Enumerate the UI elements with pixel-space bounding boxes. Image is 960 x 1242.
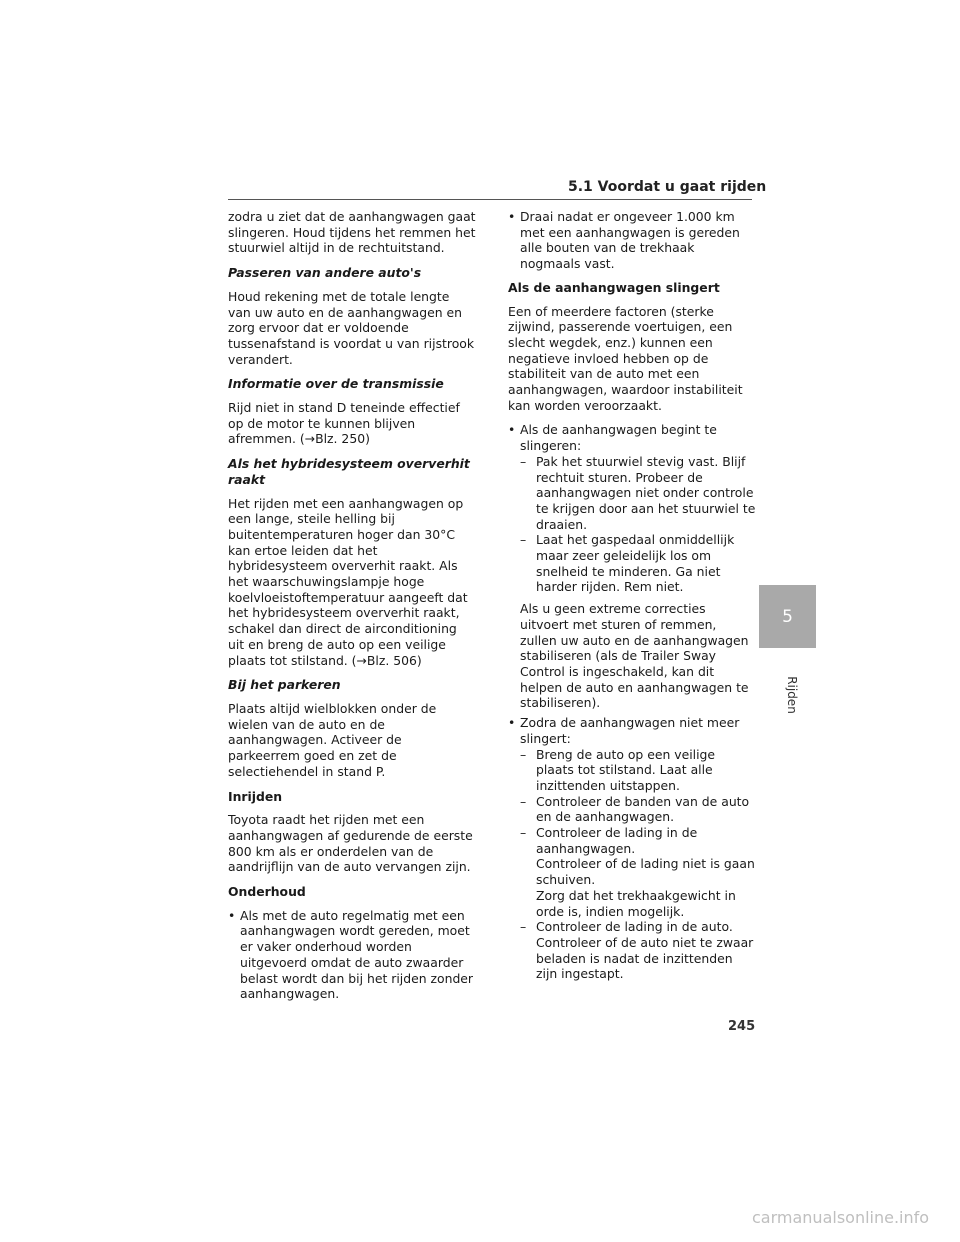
watermark: carmanualsonline.info	[752, 1208, 930, 1227]
intro-paragraph: zodra u ziet dat de aanhangwagen gaat slingeren. Houd tijdens het remmen het stuurwiel altijd in de rechtuitstand.	[228, 209, 476, 256]
draai-list	[508, 209, 756, 272]
paragraph-inrijden: Toyota raadt het rijden met een aanhangwagen af gedurende de eerste 800 km als er onderdelen van de aandrijflijn van de auto vervangen zijn.	[228, 812, 473, 875]
bullet-begint-slingeren	[508, 422, 756, 711]
bullet-onderhoud: • Als met de auto regelmatig met een aanhangwagen wordt gereden, moet er vaker onderhoud worden uitgevoerd omdat de auto zwaarder belast wordt dan bij het rijden zonder aanhangwagen.	[228, 908, 476, 1002]
dash-lading-aanhangwagen	[508, 825, 756, 919]
chapter-tab	[759, 585, 816, 648]
header-divider	[228, 199, 752, 200]
lading-aanhangwagen-line-3: Zorg dat het trekhaakgewicht in orde is, indien mogelijk.	[536, 887, 736, 919]
onderhoud-list	[228, 908, 476, 1002]
right-column	[508, 209, 756, 990]
paragraph-slingert: Een of meerdere factoren (sterke zijwind, passerende voertuigen, een slecht wegdek, enz.) kunnen een negatieve invloed hebben op de stabiliteit van de auto met een aanhangwagen, waardoor instabiliteit kan worden veroorzaakt.	[508, 303, 743, 413]
dash-banden: – Controleer de banden van de auto en de aanhangwagen.	[508, 794, 756, 825]
bullet-niet-meer-slingert-text: Zodra de aanhangwagen niet meer slingert:	[520, 715, 740, 746]
subheading-parkeren: Bij het parkeren	[228, 677, 341, 693]
chapter-label: Rijden	[784, 676, 799, 714]
bullet-begint-slingeren-text: Als de aanhangwagen begint te slingeren:	[520, 422, 717, 454]
lading-auto-line-1: – Controleer de lading in de auto.	[536, 919, 733, 935]
subheading-passeren: Passeren van andere auto's	[228, 265, 422, 281]
subheading-hybride: Als het hybridesysteem oververhit raakt	[228, 456, 470, 487]
left-column	[228, 209, 476, 1010]
lading-auto-line-2: Controleer of de auto niet te zwaar beladen is nadat de inzittenden zijn ingestapt.	[536, 934, 754, 982]
lading-aanhangwagen-line-1: – Controleer de lading in de aanhangwagen.	[536, 825, 698, 856]
heading-onderhoud: Onderhoud	[228, 884, 306, 900]
dash-gaspedaal: – Laat het gaspedaal onmiddellijk maar zeer geleidelijk los om snelheid te minderen. Ga niet harder rijden. Rem niet.	[508, 532, 756, 595]
bullet-draai: • Draai nadat er ongeveer 1.000 km met een aanhangwagen is gereden alle bouten van de trekhaak nogmaals vast.	[508, 209, 756, 272]
dash-stilstand: – Breng de auto op een veilige plaats tot stilstand. Laat alle inzittenden uitstappen.	[508, 747, 756, 794]
heading-inrijden: Inrijden	[228, 788, 283, 804]
paragraph-passeren: Houd rekening met de totale lengte van uw auto en de aanhangwagen en zorg ervoor dat er voldoende tussenafstand is voordat u van rijstrook verandert.	[228, 288, 475, 367]
paragraph-parkeren: Plaats altijd wielblokken onder de wielen van de auto en de aanhangwagen. Activeer de parkeerrem goed en zet de selectiehendel in stand P.	[228, 700, 437, 779]
paragraph-correcties: Als u geen extreme correcties uitvoert met sturen of remmen, zullen uw auto en de aanhangwagen stabiliseren (als de Trailer Sway Control is ingeschakeld, kan dit helpen de auto en aanhangwagen te stabiliseren).	[520, 601, 749, 711]
lading-aanhangwagen-line-2: Controleer of de lading niet is gaan schuiven.	[536, 856, 755, 888]
niet-meer-slingert-sublist	[520, 747, 756, 983]
slinger-steps-list	[508, 422, 756, 982]
page-number: 245	[728, 1019, 756, 1034]
chapter-number: 5	[782, 606, 793, 627]
bullet-niet-meer-slingert	[508, 715, 756, 982]
paragraph-transmissie: Rijd niet in stand D teneinde effectief op de motor te kunnen blijven afremmen. (→Blz. 250)	[228, 400, 460, 447]
paragraph-hybride: Het rijden met een aanhangwagen op een lange, steile helling bij buitentemperaturen hoger dan 30°C kan ertoe leiden dat het hybridesysteem oververhit raakt. Als het waarschuwingslampje hoge koelvloeistoftemperatuur aangeeft dat het hybridesysteem oververhit raakt, schakel dan direct de airconditioning uit en breng de auto op een veilige plaats tot stilstand. (→Blz. 506)	[228, 495, 468, 668]
subheading-transmissie: Informatie over de transmissie	[228, 376, 444, 392]
heading-slingert: Als de aanhangwagen slingert	[508, 279, 720, 295]
begint-slingeren-sublist	[520, 454, 756, 595]
dash-stuurwiel: – Pak het stuurwiel stevig vast. Blijf rechtuit sturen. Probeer de aanhangwagen niet onder controle te krijgen door aan het stuurwiel te draaien.	[508, 454, 756, 533]
section-header: 5.1 Voordat u gaat rijden	[568, 179, 767, 195]
dash-lading-auto	[508, 919, 756, 982]
